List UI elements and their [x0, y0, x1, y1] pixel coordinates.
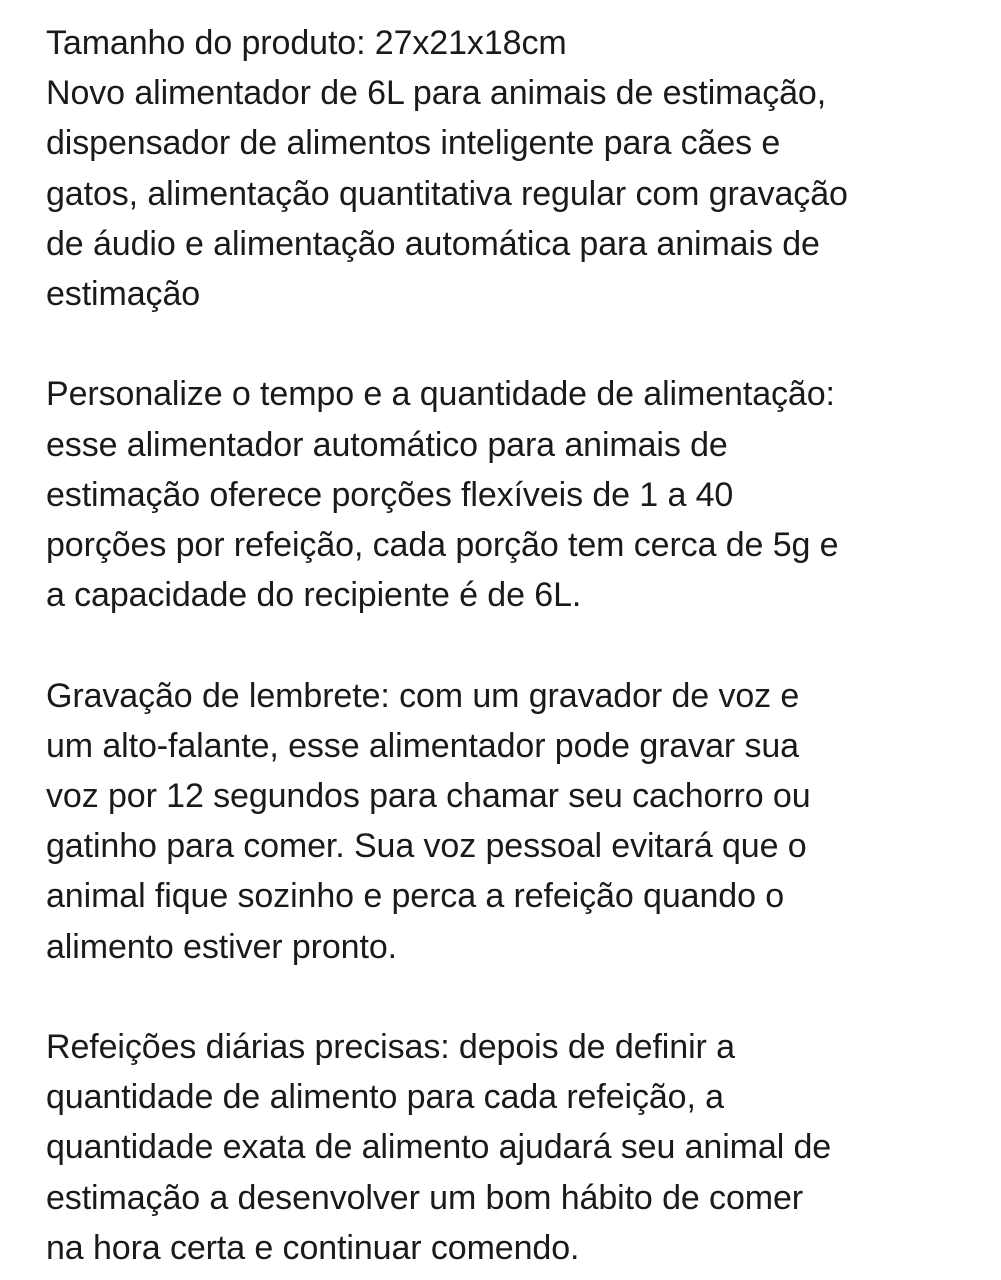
text-line: na hora certa e continuar comendo. [46, 1228, 580, 1267]
text-line: Gravação de lembrete: com um gravador de voz e [46, 676, 800, 715]
text-line: Personalize o tempo e a quantidade de alimentação: [46, 375, 835, 414]
text-line: quantidade de alimento para cada refeição, a [46, 1078, 724, 1117]
text-line: gatos, alimentação quantitativa regular com gravação [46, 174, 848, 213]
text-line: estimação a desenvolver um bom hábito de comer [46, 1178, 804, 1217]
text-line: animal fique sozinho e perca a refeição quando o [46, 877, 785, 916]
text-line: alimento estiver pronto. [46, 927, 397, 966]
text-line: um alto-falante, esse alimentador pode gravar sua [46, 726, 799, 765]
text-line: Tamanho do produto: 27x21x18cm [46, 24, 567, 62]
text-line: porções por refeição, cada porção tem cerca de 5g e [46, 526, 839, 565]
text-line: estimação [46, 275, 201, 314]
text-line: de áudio e alimentação automática para animais de [46, 224, 820, 263]
text-line: quantidade exata de alimento ajudará seu animal de [46, 1128, 832, 1167]
paragraph-product-size [46, 18, 961, 319]
paragraph-daily-meals [46, 1022, 961, 1273]
paragraph-customize-feeding [46, 369, 961, 620]
product-description [46, 18, 961, 1273]
text-line: gatinho para comer. Sua voz pessoal evitará que o [46, 827, 807, 866]
text-line: voz por 12 segundos para chamar seu cachorro ou [46, 777, 811, 816]
text-line: esse alimentador automático para animais de [46, 425, 728, 464]
paragraph-voice-reminder [46, 671, 961, 972]
text-line: Refeições diárias precisas: depois de definir a [46, 1028, 735, 1067]
text-line: Novo alimentador de 6L para animais de estimação, [46, 74, 827, 113]
text-line: estimação oferece porções flexíveis de 1 a 40 [46, 475, 734, 514]
text-line: a capacidade do recipiente é de 6L. [46, 576, 582, 615]
text-line: dispensador de alimentos inteligente para cães e [46, 124, 781, 163]
